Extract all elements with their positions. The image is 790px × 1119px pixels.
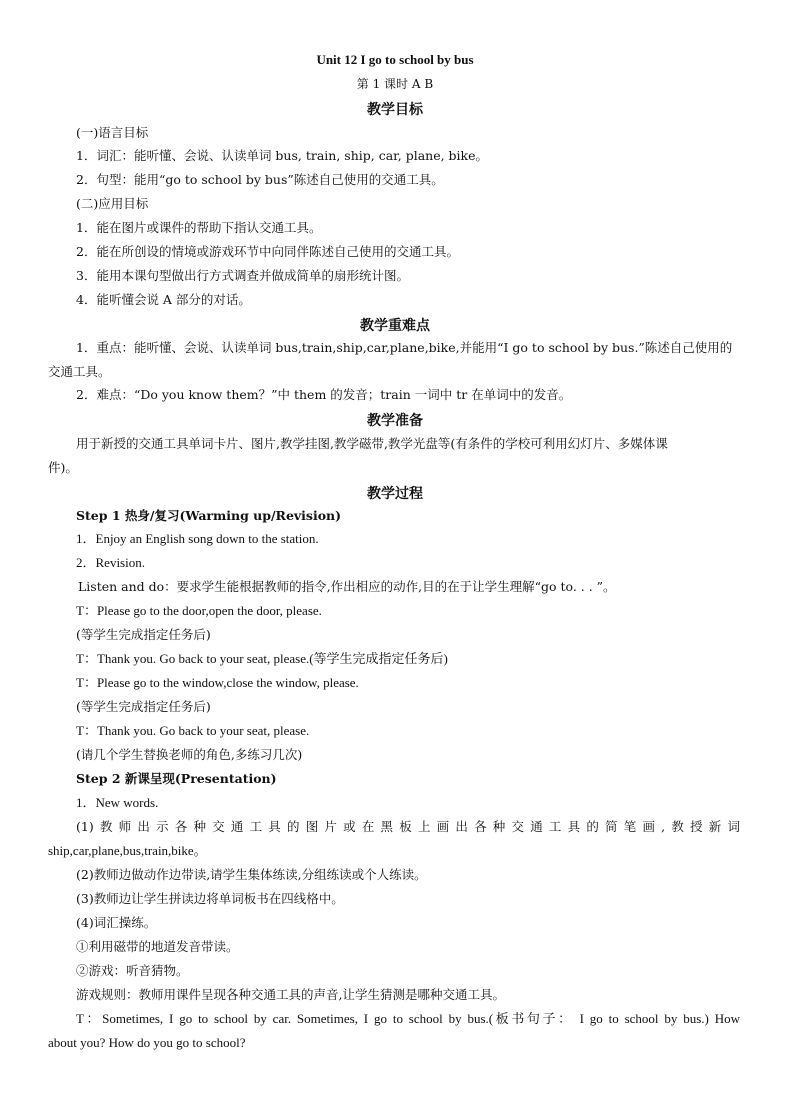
step-2-item-1: 1．New words. — [76, 795, 159, 810]
section-heading-goals: 教学目标 — [367, 102, 423, 118]
step-2-item-1-2: (2)教师边做动作边带读,请学生集体练读,分组练读或个人练读。 — [76, 867, 427, 882]
step-2-item-1-1: (1)教师出示各种交通工具的图片或在黑板上画出各种交通工具的简笔画,教授新词 — [76, 819, 740, 834]
step-1-note-1: (等学生完成指定任务后) — [76, 627, 211, 642]
key-point-1-continued: 交通工具。 — [48, 364, 111, 379]
step-2-drill-1: ①利用磁带的地道发音带读。 — [76, 939, 239, 954]
step-1-dialogue-2: T：Thank you. Go back to your seat, please.(等学生完成指定任务后) — [76, 651, 448, 666]
section-heading-preparation: 教学准备 — [367, 413, 423, 429]
step-2-drill-2: ②游戏：听音猜物。 — [76, 963, 189, 978]
step-2-teacher-dialogue: T：Sometimes, I go to school by car. Sometimes, I go to school by bus.(板书句子： I go to school by bus.) How — [76, 1011, 740, 1026]
key-point-2: 2．难点：“Do you know them？”中 them 的发音；train 一词中 tr 在单词中的发音。 — [76, 387, 572, 402]
goals-applied-2: 2．能在所创设的情境或游戏环节中向同伴陈述自己使用的交通工具。 — [76, 244, 459, 259]
step-1-dialogue-3: T：Please go to the window,close the window, please. — [76, 675, 359, 690]
goals-applied-1: 1．能在图片或课件的帮助下指认交通工具。 — [76, 220, 322, 235]
goals-language-1: 1．词汇：能听懂、会说、认读单词 bus, train, ship, car, plane, bike。 — [76, 148, 489, 163]
step-1-heading: Step 1 热身/复习(Warming up/Revision) — [76, 508, 342, 523]
goals-applied-3: 3．能用本课句型做出行方式调查并做成简单的扇形统计图。 — [76, 268, 409, 283]
step-2-game-rules: 游戏规则：教师用课件呈现各种交通工具的声音,让学生猜测是哪种交通工具。 — [76, 987, 505, 1002]
goals-applied-heading: (二)应用目标 — [76, 196, 149, 211]
step-1-dialogue-4: T：Thank you. Go back to your seat, please. — [76, 723, 310, 738]
step-1-note-3: (请几个学生替换老师的角色,多练习几次) — [76, 747, 303, 762]
step-2-teacher-dialogue-continued: about you? How do you go to school? — [48, 1035, 246, 1050]
lesson-subtitle: 第 1 课时 A B — [356, 77, 434, 91]
step-1-listen-and-do: Listen and do：要求学生能根据教师的指令,作出相应的动作,目的在于让学生理解“go to. . . ”。 — [78, 579, 616, 594]
goals-language-2: 2．句型：能用“go to school by bus”陈述自己使用的交通工具。 — [76, 172, 444, 187]
key-point-1: 1．重点：能听懂、会说、认读单词 bus,train,ship,car,plane,bike,并能用“I go to school by bus.”陈述自己使用的 — [76, 340, 733, 355]
step-2-heading: Step 2 新课呈现(Presentation) — [76, 771, 277, 786]
step-1-dialogue-1: T：Please go to the door,open the door, please. — [76, 603, 322, 618]
step-1-item-1: 1．Enjoy an English song down to the station. — [76, 531, 319, 546]
step-2-item-1-3: (3)教师边让学生拼读边将单词板书在四线格中。 — [76, 891, 344, 906]
step-2-item-1-1-continued: ship,car,plane,bus,train,bike。 — [48, 843, 207, 858]
section-heading-process: 教学过程 — [367, 486, 423, 502]
step-1-item-2: 2．Revision. — [76, 555, 145, 570]
document-title: Unit 12 I go to school by bus — [316, 52, 474, 67]
goals-applied-4: 4．能听懂会说 A 部分的对话。 — [76, 292, 251, 307]
section-heading-key-points: 教学重难点 — [360, 318, 430, 334]
step-1-note-2: (等学生完成指定任务后) — [76, 699, 211, 714]
preparation-text: 用于新授的交通工具单词卡片、图片,教学挂图,教学磁带,教学光盘等(有条件的学校可利用幻灯片、多媒体课 — [76, 436, 668, 451]
step-2-item-1-4: (4)词汇操练。 — [76, 915, 157, 930]
goals-language-heading: (一)语言目标 — [76, 125, 149, 140]
preparation-text-continued: 件)。 — [48, 460, 78, 475]
